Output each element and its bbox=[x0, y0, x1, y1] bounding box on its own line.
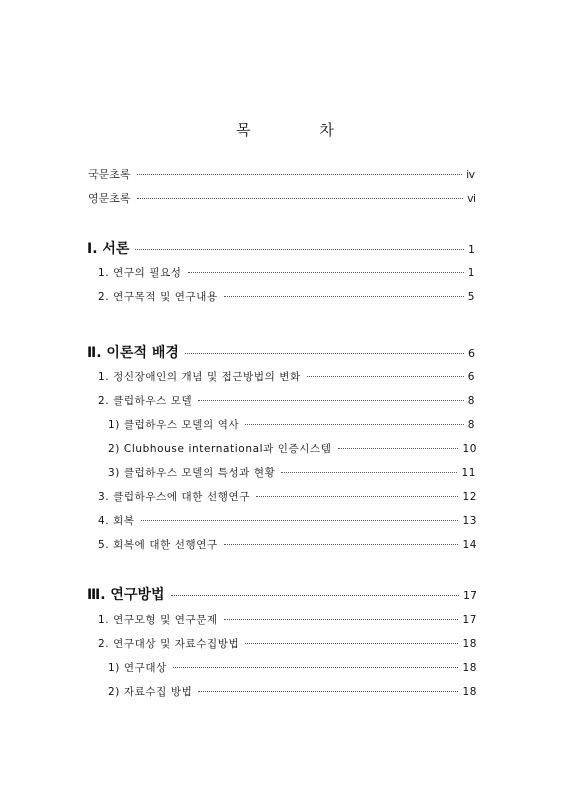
dot-leader bbox=[338, 447, 459, 449]
dot-leader bbox=[137, 197, 464, 199]
dot-leader bbox=[307, 375, 464, 377]
toc-entry-section-3-2[interactable] bbox=[98, 636, 477, 651]
dot-leader bbox=[173, 666, 459, 668]
toc-entry-page: 18 bbox=[462, 638, 477, 650]
toc-entry-label: 국문초록 bbox=[88, 168, 131, 181]
toc-entry-subsection-2-2-2[interactable] bbox=[108, 441, 477, 456]
toc-entry-english-abstract[interactable] bbox=[88, 190, 476, 206]
toc-entry-page: 10 bbox=[462, 443, 477, 455]
dot-leader bbox=[224, 618, 459, 620]
dot-leader bbox=[141, 519, 459, 521]
toc-entry-page: 17 bbox=[463, 589, 477, 602]
toc-entry-section-3-1[interactable] bbox=[98, 612, 477, 627]
toc-entry-subsection-2-2-1[interactable] bbox=[108, 417, 475, 432]
dot-leader bbox=[137, 173, 463, 175]
toc-entry-label: 2) 자료수집 방법 bbox=[108, 686, 193, 698]
toc-entry-section-2-5[interactable] bbox=[98, 537, 477, 552]
toc-entry-label: 5. 회복에 대한 선행연구 bbox=[98, 539, 218, 551]
toc-entry-page: ⅳ bbox=[466, 168, 475, 181]
toc-entry-section-1-1[interactable] bbox=[98, 265, 475, 280]
toc-entry-page: 6 bbox=[468, 347, 475, 360]
toc-entry-label: 1) 클럽하우스 모델의 역사 bbox=[108, 419, 240, 431]
toc-entry-label: 4. 회복 bbox=[98, 515, 135, 527]
toc-entry-label: 1. 정신장애인의 개념 및 접근방법의 변화 bbox=[98, 371, 301, 383]
toc-entry-label: 2) Clubhouse international과 인증시스템 bbox=[108, 443, 332, 455]
toc-entry-page: 17 bbox=[462, 614, 477, 626]
toc-entry-page: 13 bbox=[462, 515, 477, 527]
toc-entry-page: 18 bbox=[462, 662, 477, 674]
toc-entry-page: 12 bbox=[462, 491, 477, 503]
toc-entry-section-2-2[interactable] bbox=[98, 393, 475, 408]
dot-leader bbox=[135, 248, 464, 250]
dot-leader bbox=[198, 690, 458, 692]
toc-entry-chapter-3[interactable] bbox=[87, 584, 477, 604]
toc-entry-korean-abstract[interactable] bbox=[88, 166, 475, 182]
dot-leader bbox=[185, 352, 464, 354]
dot-leader bbox=[281, 471, 457, 473]
toc-entry-subsection-3-2-2[interactable] bbox=[108, 684, 477, 699]
toc-entry-label: Ⅰ. 서론 bbox=[87, 241, 130, 257]
toc-entry-page: 11 bbox=[461, 467, 476, 479]
toc-entry-page: 6 bbox=[467, 371, 475, 383]
toc-entry-label: 2. 연구목적 및 연구내용 bbox=[98, 291, 218, 303]
toc-entry-page: 1 bbox=[468, 243, 475, 256]
toc-entry-page: 18 bbox=[462, 686, 477, 698]
toc-entry-section-2-1[interactable] bbox=[98, 369, 475, 384]
toc-entry-label: 3) 클럽하우스 모델의 특성과 현황 bbox=[108, 467, 276, 479]
page-title: 목 차 bbox=[236, 121, 366, 139]
toc-entry-page: 8 bbox=[467, 419, 475, 431]
dot-leader bbox=[224, 295, 464, 297]
toc-entry-page: 5 bbox=[467, 291, 475, 303]
toc-entry-subsection-2-2-3[interactable] bbox=[108, 465, 476, 480]
toc-entry-label: 1) 연구대상 bbox=[108, 662, 167, 674]
toc-entry-page: 8 bbox=[467, 395, 475, 407]
toc-entry-label: Ⅲ. 연구방법 bbox=[87, 587, 165, 603]
toc-entry-label: 3. 클럽하우스에 대한 선행연구 bbox=[98, 491, 250, 503]
dot-leader bbox=[171, 594, 459, 596]
toc-entry-label: 1. 연구모형 및 연구문제 bbox=[98, 614, 218, 626]
dot-leader bbox=[245, 642, 458, 644]
toc-entry-subsection-3-2-1[interactable] bbox=[108, 660, 477, 675]
dot-leader bbox=[224, 543, 459, 545]
toc-entry-label: 영문초록 bbox=[88, 192, 131, 205]
toc-entry-chapter-2[interactable] bbox=[87, 342, 475, 362]
toc-entry-section-2-3[interactable] bbox=[98, 489, 477, 504]
toc-entry-label: 2. 클럽하우스 모델 bbox=[98, 395, 193, 407]
toc-entry-chapter-1[interactable] bbox=[87, 238, 475, 258]
dot-leader bbox=[245, 423, 463, 425]
toc-entry-page: 1 bbox=[467, 267, 475, 279]
toc-entry-section-1-2[interactable] bbox=[98, 289, 475, 304]
dot-leader bbox=[198, 399, 463, 401]
toc-entry-label: 2. 연구대상 및 자료수집방법 bbox=[98, 638, 240, 650]
toc-entry-section-2-4[interactable] bbox=[98, 513, 477, 528]
dot-leader bbox=[256, 495, 458, 497]
toc-entry-page: ⅵ bbox=[467, 192, 476, 205]
dot-leader bbox=[188, 271, 464, 273]
toc-entry-label: 1. 연구의 필요성 bbox=[98, 267, 182, 279]
toc-entry-label: Ⅱ. 이론적 배경 bbox=[87, 345, 179, 361]
toc-entry-page: 14 bbox=[462, 539, 477, 551]
